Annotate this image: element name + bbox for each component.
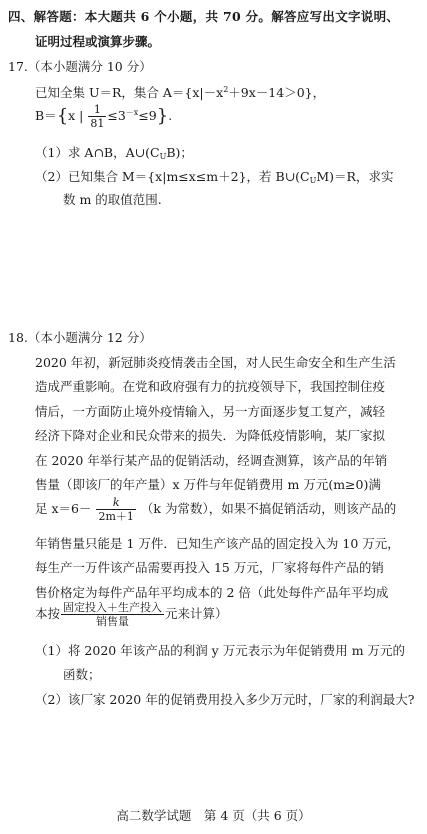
q17-set-b-exponent: －x xyxy=(125,108,139,117)
q18-fraction-k-denominator: 2m＋1 xyxy=(98,510,134,523)
q18-formula-text-end: （k 为常数），如果不搞促销活动，则该产品的 xyxy=(140,501,397,516)
right-brace: } xyxy=(156,105,169,127)
q17-part-2 xyxy=(35,171,393,185)
q18-cost-fraction xyxy=(61,602,164,627)
q18-cost-text: 本按 xyxy=(35,606,61,621)
q17-set-b-ineq-end: ≤9 xyxy=(138,108,157,123)
q18-header: 18.（本小题满分 12 分） xyxy=(8,330,152,345)
q17-part-1 xyxy=(35,147,193,161)
q17-set-a-text-end: ＋9x－14＞0}， xyxy=(228,85,326,100)
q17-set-a-exponent: 2 xyxy=(223,85,229,94)
q17-set-b-period: . xyxy=(168,108,173,123)
q17-part-1-end: B)； xyxy=(166,145,193,160)
q18-part-2: （2）该厂家 2020 年的促销费用投入多少万元时，厂家的利润最大? xyxy=(35,692,415,707)
q18-body-line-3: 情后，一方面防止境外疫情输入，另一方面逐步复工复产，减轻 xyxy=(35,404,386,419)
left-brace: { xyxy=(56,105,69,127)
q17-fraction-denominator: 81 xyxy=(90,117,105,130)
section-heading-line-1: 四、解答题：本大题共 6 个小题，共 70 分。解答应写出文字说明、 xyxy=(8,9,400,24)
q17-part-1-text: （1）求 A∩B，A∪(C xyxy=(35,145,160,160)
q17-part-2-text: （2）已知集合 M＝{x|m≤x≤m＋2}，若 B∪(C xyxy=(35,169,310,184)
q17-fraction-numerator: 1 xyxy=(88,104,106,117)
q18-body-line-2: 造成严重影响。在党和政府强有力的抗疫领导下，我国控制住疫 xyxy=(35,379,386,394)
q18-body-line-6: 售量（即该厂的年产量）x 万件与年促销费用 m 万元(m≥0)满 xyxy=(35,477,381,492)
page-footer: 高二数学试题 第 4 页（共 6 页） xyxy=(116,808,311,823)
q17-header: 17.（本小题满分 10 分） xyxy=(8,59,152,74)
q18-body-line-11 xyxy=(35,602,228,627)
q18-body-line-5: 在 2020 年举行某产品的促销活动，经调查测算，该产品的年销 xyxy=(35,453,388,468)
q18-formula-text: 足 x＝6－ xyxy=(35,501,92,516)
q18-body-line-9: 每生产一万件该产品需要再投入 15 万元，厂家将每件产品的销 xyxy=(35,560,384,575)
q18-part-1-cont: 函数； xyxy=(63,667,101,682)
q18-body-line-7 xyxy=(35,497,396,522)
q17-set-b-var: x | xyxy=(68,108,84,123)
q18-part-1: （1）将 2020 年该产品的利润 y 万元表示为年促销费用 m 万元的 xyxy=(35,643,406,658)
q17-set-a xyxy=(35,86,325,100)
q17-set-b xyxy=(35,104,172,129)
q17-part-2-end: M)＝R，求实 xyxy=(316,169,394,184)
q18-fraction-k xyxy=(96,497,135,522)
q18-body-line-1: 2020 年初，新冠肺炎疫情袭击全国，对人民生命安全和生产生活 xyxy=(35,355,396,370)
q17-set-b-label: B＝ xyxy=(35,108,57,123)
q17-part-1-sub: U xyxy=(159,152,167,161)
q17-fraction xyxy=(88,104,106,129)
q17-set-b-ineq: ≤3 xyxy=(107,108,126,123)
section-heading-line-2: 证明过程或演算步骤。 xyxy=(35,34,161,49)
q18-body-line-4: 经济下降对企业和民众带来的损失．为降低疫情影响，某厂家拟 xyxy=(35,428,386,443)
q18-fraction-k-numerator: k xyxy=(96,497,135,510)
q17-part-2-sub: U xyxy=(309,176,317,185)
q18-body-line-8: 年销售量只能是 1 万件．已知生产该产品的固定投入为 10 万元， xyxy=(35,536,400,551)
q18-cost-text-end: 元来计算） xyxy=(165,606,228,621)
q17-set-a-text: 已知全集 U＝R，集合 A＝{x|－x xyxy=(35,85,224,100)
q17-part-2-cont: 数 m 的取值范围. xyxy=(63,192,162,207)
q18-cost-fraction-denominator: 销售量 xyxy=(96,615,130,628)
q18-cost-fraction-numerator: 固定投入＋生产投入 xyxy=(63,601,163,614)
q18-body-line-10: 售价格定为每件产品年平均成本的 2 倍（此处每件产品年平均成 xyxy=(35,585,389,600)
